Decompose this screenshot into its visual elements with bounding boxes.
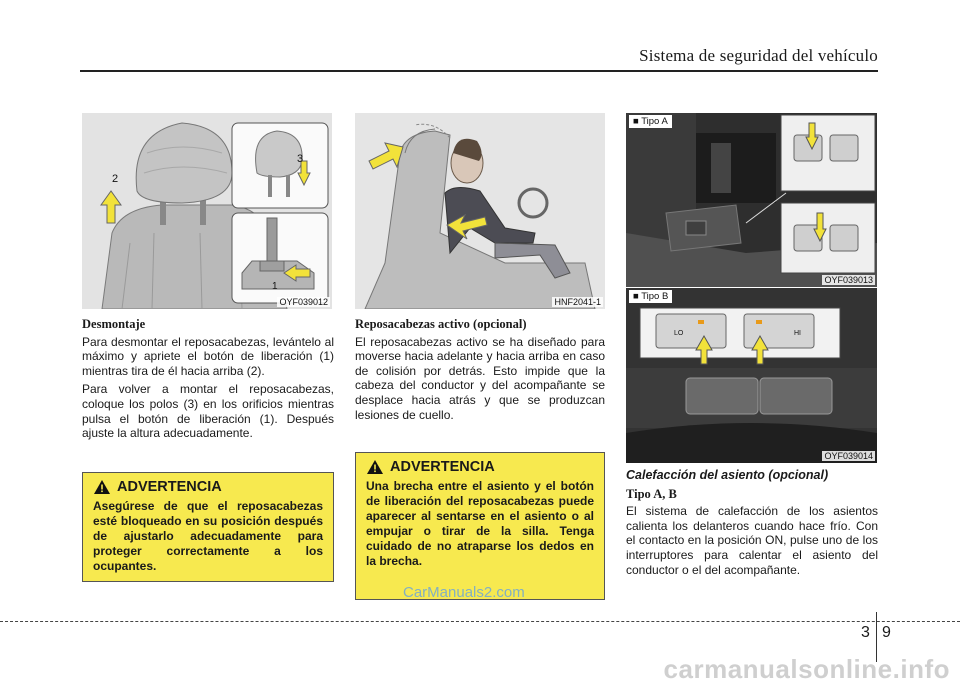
footer-dashed-rule — [0, 621, 960, 622]
page-header-title: Sistema de seguridad del vehículo — [639, 46, 878, 65]
figure-id-label: HNF2041-1 — [554, 297, 601, 307]
paragraph: El reposacabezas activo se ha diseñado para moverse hacia adelante y hacia arriba en caso de colisión por detrás. Esto impide que la cabeza del conductor y del acompañante se desplace hacia atrás y que se produzcan lesiones de cuello. — [355, 334, 605, 422]
warning-triangle-icon — [93, 479, 111, 495]
tipo-a-label: ■ Tipo A — [629, 115, 672, 128]
warning-body: Asegúrese de que el reposacabezas esté bloqueado en su posición después de ajustarlo adecuadamente para proteger correctamente a los ocupantes. — [93, 499, 323, 573]
figure-id-label: OYF039014 — [824, 451, 873, 461]
paragraph: Para desmontar el reposacabezas, levántelo al máximo y apriete el botón de liberación (1) mientras tira de él hacia arriba (2). — [82, 334, 334, 378]
page-number-chapter: 3 — [861, 624, 870, 641]
page-number-page: 9 — [882, 624, 891, 641]
seat-heater-heading: Calefacción del asiento (opcional) — [626, 468, 829, 482]
switch-lo-label: LO — [674, 330, 684, 337]
seat-heater-tipo-a-figure — [626, 113, 877, 287]
paragraph: El sistema de calefacción de los asientos calienta los delanteros cuando hace frío. Con el contacto en la posición ON, pulse uno de los interruptores para calentar el asiento del conductor o el del acompañante. — [626, 504, 878, 577]
paragraph: Para volver a montar el reposacabezas, coloque los polos (3) en los orificios mientras pulsa el botón de liberación (1). Después ajuste la altura adecuadamente. — [82, 382, 334, 441]
warning-title: ADVERTENCIA — [390, 459, 495, 475]
warning-title: ADVERTENCIA — [117, 479, 222, 495]
figure-id-label: OYF039012 — [279, 297, 328, 307]
headrest-removal-figure — [82, 113, 332, 309]
column-3-text — [626, 468, 878, 581]
callout-3: 3 — [297, 153, 304, 165]
carmanuals-watermark: CarManuals2.com — [403, 584, 525, 601]
callout-1: 1 — [272, 281, 278, 292]
callout-2: 2 — [112, 173, 119, 185]
warning-box-1 — [82, 472, 334, 582]
switch-hi-label: HI — [794, 330, 801, 337]
figure-id-label: OYF039013 — [824, 275, 873, 285]
column-2-text — [355, 317, 605, 426]
header-rule — [80, 70, 878, 72]
tipo-subheading: Tipo A, B — [626, 486, 677, 501]
warning-triangle-icon — [366, 459, 384, 475]
desmontaje-heading: Desmontaje — [82, 317, 146, 331]
column-1-text — [82, 317, 334, 445]
warning-body: Una brecha entre el asiento y el botón de liberación del reposacabezas puede aparecer al sentarse en el asiento o al empujar o tirar de la silla. Tenga cuidado de no atraparse los dedos en la brecha. — [366, 479, 594, 568]
active-headrest-heading: Reposacabezas activo (opcional) — [355, 317, 527, 331]
site-watermark: carmanualsonline.info — [663, 654, 950, 684]
tipo-b-label: ■ Tipo B — [629, 290, 672, 303]
seat-heater-tipo-b-figure — [626, 288, 877, 463]
warning-box-2 — [355, 452, 605, 600]
active-headrest-figure — [355, 113, 605, 309]
